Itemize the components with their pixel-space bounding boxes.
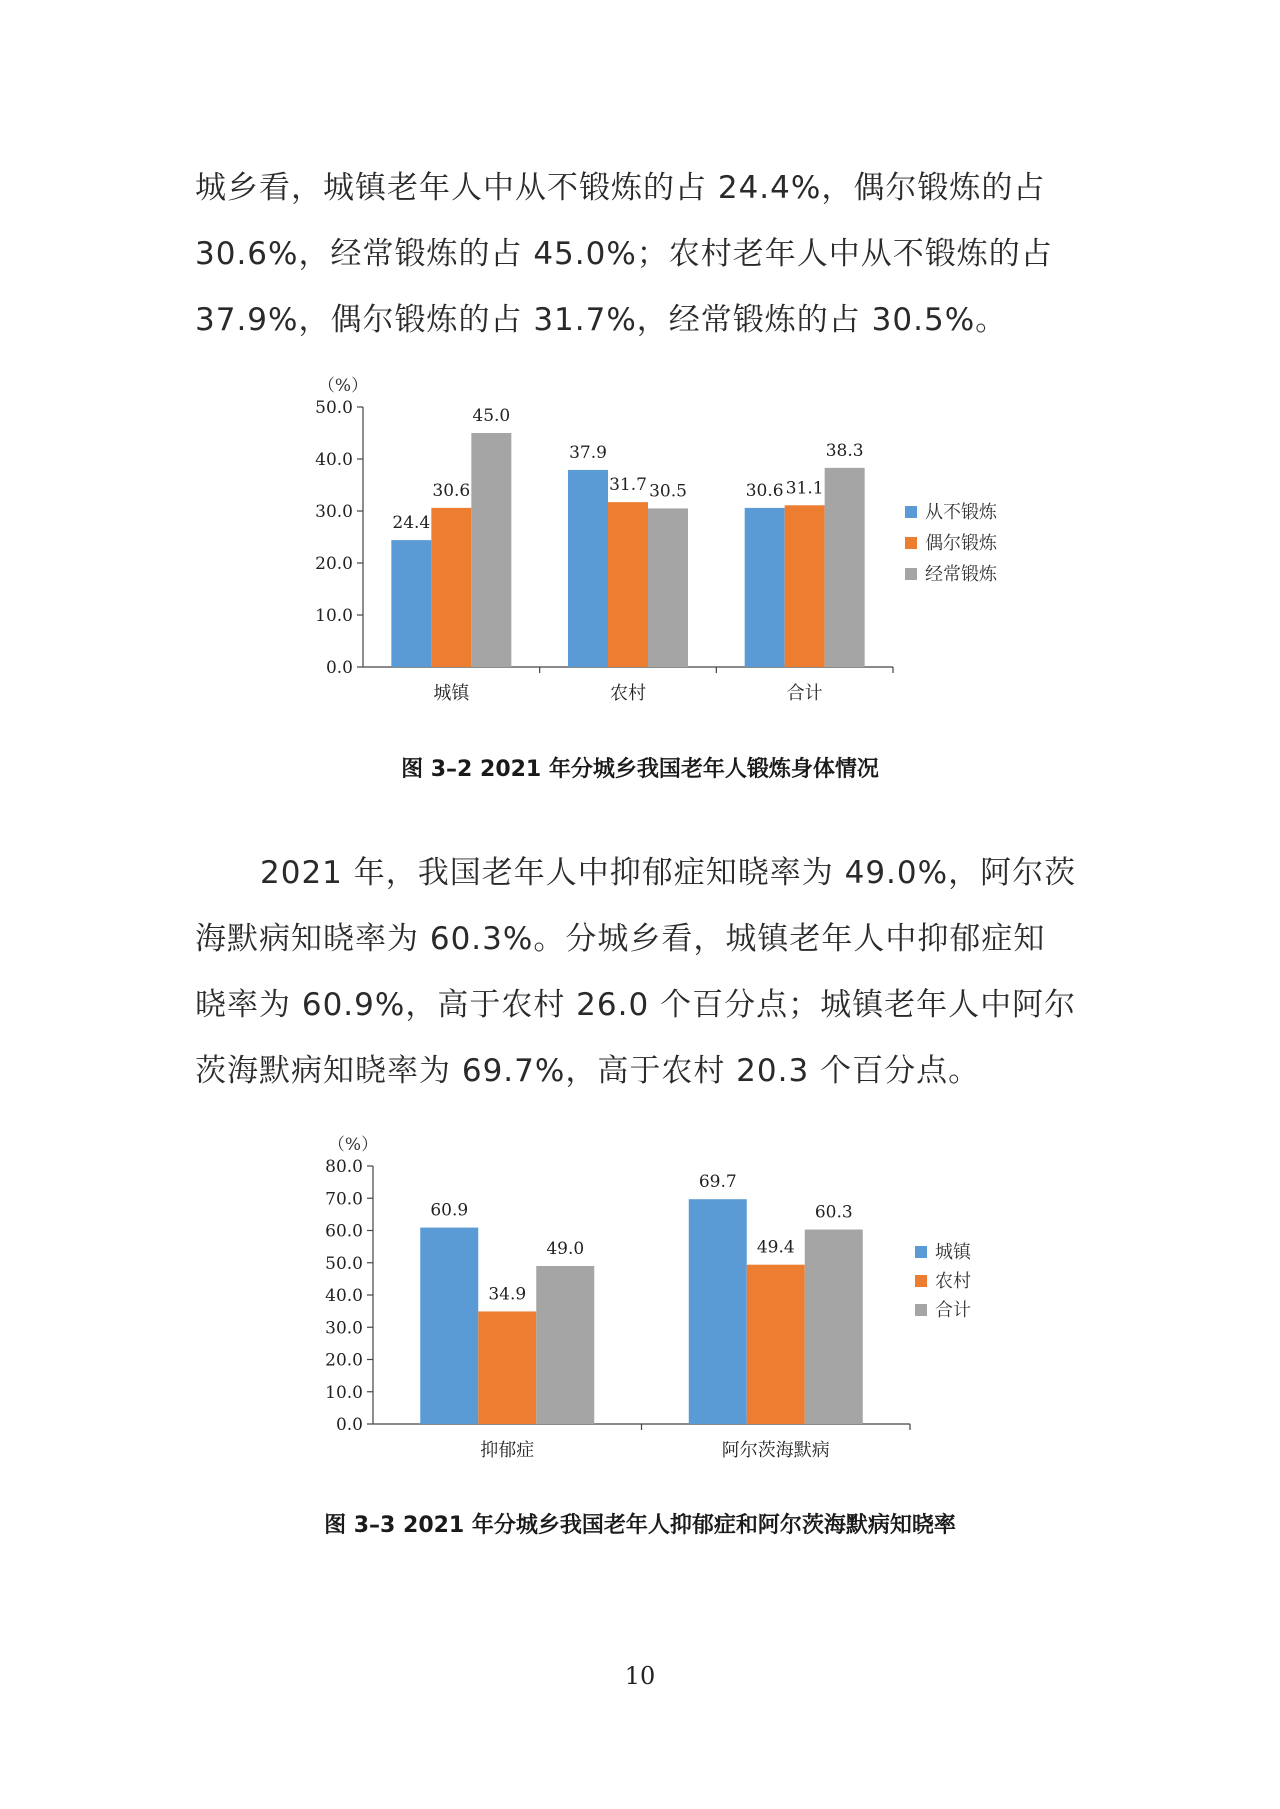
data-label: 38.3 [825, 440, 864, 461]
data-label: 31.7 [609, 475, 647, 496]
bar [747, 1265, 805, 1424]
legend-label: 农村 [935, 1271, 971, 1292]
legend-swatch [905, 506, 917, 518]
data-label: 30.5 [649, 481, 687, 502]
y-tick-label: 50.0 [325, 1253, 363, 1274]
x-category-label: 抑郁症 [480, 1440, 535, 1461]
page-number: 10 [624, 1662, 656, 1690]
y-tick-label: 50.0 [315, 398, 353, 418]
bar [785, 505, 825, 667]
paragraph-1 [195, 155, 1090, 353]
y-tick-label: 30.0 [315, 502, 353, 522]
bar [471, 433, 511, 667]
legend-label: 合计 [935, 1300, 971, 1321]
legend-label: 从不锻炼 [925, 502, 997, 523]
figure-caption-2: 图 3–3 2021 年分城乡我国老年人抑郁症和阿尔茨海默病知晓率 [324, 1513, 956, 1538]
data-label: 30.6 [432, 480, 471, 501]
y-tick-label: 70.0 [325, 1189, 363, 1210]
paragraph-line: 海默病知晓率为 60.3%。分城乡看，城镇老年人中抑郁症知 [195, 921, 1046, 957]
paragraph-2 [195, 840, 1090, 1104]
bar [431, 508, 471, 667]
paragraph-line: 37.9%，偶尔锻炼的占 31.7%，经常锻炼的占 30.5%。 [195, 302, 1008, 338]
data-label: 24.4 [392, 513, 431, 534]
data-label: 30.6 [745, 480, 784, 501]
y-tick-label: 80.0 [325, 1157, 363, 1177]
bar [478, 1311, 536, 1424]
data-label: 60.9 [430, 1200, 469, 1221]
data-label: 69.7 [698, 1172, 737, 1193]
x-category-label: 合计 [786, 683, 823, 704]
bar [536, 1266, 594, 1424]
y-tick-label: 10.0 [325, 1382, 363, 1403]
x-category-label: 农村 [610, 683, 646, 704]
legend-swatch [915, 1275, 927, 1287]
data-label: 49.4 [756, 1237, 795, 1258]
bar [689, 1199, 747, 1424]
y-tick-label: 20.0 [325, 1350, 363, 1371]
legend-swatch [915, 1246, 927, 1258]
data-label: 31.1 [785, 478, 824, 499]
paragraph-line: 晓率为 60.9%，高于农村 26.0 个百分点；城镇老年人中阿尔 [195, 987, 1077, 1023]
bar [608, 502, 648, 667]
bar [391, 540, 431, 667]
paragraph-line: 城乡看，城镇老年人中从不锻炼的占 24.4%，偶尔锻炼的占 [195, 170, 1046, 206]
awareness-bar-chart [0, 1120, 1280, 1480]
bar [745, 508, 785, 667]
y-tick-label: 10.0 [315, 606, 353, 626]
y-tick-label: 0.0 [335, 1415, 363, 1435]
bar [420, 1228, 478, 1424]
figure-caption-1: 图 3–2 2021 年分城乡我国老年人锻炼身体情况 [401, 757, 879, 782]
legend-label: 经常锻炼 [925, 564, 997, 585]
legend-swatch [915, 1304, 927, 1316]
data-label: 34.9 [488, 1284, 527, 1305]
y-tick-label: 40.0 [325, 1286, 363, 1306]
x-category-label: 阿尔茨海默病 [721, 1440, 830, 1461]
bar [648, 508, 688, 667]
exercise-bar-chart [0, 365, 1280, 720]
y-tick-label: 20.0 [315, 554, 353, 574]
y-tick-label: 60.0 [325, 1221, 363, 1242]
y-tick-label: 40.0 [315, 450, 353, 470]
legend-label: 偶尔锻炼 [925, 533, 997, 554]
data-label: 45.0 [472, 406, 511, 426]
data-label: 60.3 [814, 1202, 853, 1223]
legend-label: 城镇 [935, 1242, 971, 1263]
y-tick-label: 0.0 [325, 658, 353, 678]
unit-label: （%） [327, 1135, 379, 1155]
paragraph-line: 2021 年，我国老年人中抑郁症知晓率为 49.0%，阿尔茨 [260, 855, 1077, 891]
data-label: 49.0 [546, 1238, 585, 1259]
x-category-label: 城镇 [433, 683, 470, 704]
paragraph-line: 30.6%，经常锻炼的占 45.0%；农村老年人中从不锻炼的占 [195, 236, 1053, 272]
data-label: 37.9 [569, 442, 607, 463]
y-tick-label: 30.0 [325, 1318, 363, 1339]
legend-swatch [905, 568, 917, 580]
bar [825, 468, 865, 667]
bar [805, 1230, 863, 1424]
unit-label: （%） [317, 376, 369, 396]
paragraph-line: 茨海默病知晓率为 69.7%，高于农村 20.3 个百分点。 [195, 1053, 981, 1089]
bar [568, 470, 608, 667]
legend-swatch [905, 537, 917, 549]
